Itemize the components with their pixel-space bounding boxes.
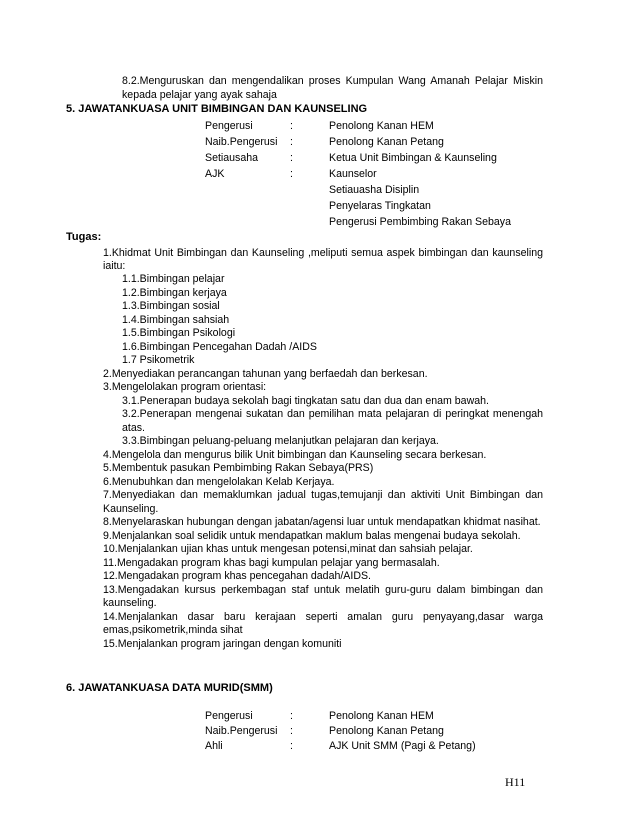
committee-role: Ahli [205, 740, 223, 752]
committee-role: Pengerusi [205, 120, 253, 132]
committee-sep: : [290, 152, 293, 164]
section-5-heading: 5. JAWATANKUASA UNIT BIMBINGAN DAN KAUNSELING [66, 103, 368, 115]
tugas-subitem: 1.4.Bimbingan sahsiah [122, 314, 230, 326]
tugas-item: kaunseling. [103, 597, 157, 609]
tugas-subitem: 1.3.Bimbingan sosial [122, 300, 220, 312]
tugas-item: 13.Mengadakan kursus perkembagan staf untuk melatih guru-guru dalam bimbingan dan [103, 584, 543, 596]
tugas-item: 5.Membentuk pasukan Pembimbing Rakan Sebaya(PRS) [103, 462, 374, 474]
committee-sep: : [290, 136, 293, 148]
tugas-item: 3.Mengelolakan program orientasi: [103, 381, 267, 393]
intro-line-2: kepada pelajar yang ayak sahaja [122, 89, 277, 101]
tugas-item: Kaunseling. [103, 503, 159, 515]
tugas-subitem: 3.3.Bimbingan peluang-peluang melanjutkan pelajaran dan kerjaya. [122, 435, 439, 447]
tugas-item: 9.Menjalankan soal selidik untuk mendapatkan maklum balas mengenai budaya sekolah. [103, 530, 521, 542]
committee-sep: : [290, 725, 293, 737]
committee-name: Kaunselor [329, 168, 377, 180]
section-6-heading: 6. JAWATANKUASA DATA MURID(SMM) [66, 682, 273, 694]
tugas-item: 8.Menyelaraskan hubungan dengan jabatan/agensi luar untuk mendapatkan khidmat nasihat. [103, 516, 541, 528]
committee-role: Naib.Pengerusi [205, 136, 278, 148]
committee-name: Ketua Unit Bimbingan & Kaunseling [329, 152, 497, 164]
tugas-item: 4.Mengelola dan mengurus bilik Unit bimbingan dan Kaunseling secara berkesan. [103, 449, 487, 461]
intro-line-1: 8.2.Menguruskan dan mengendalikan proses Kumpulan Wang Amanah Pelajar Miskin [122, 75, 543, 87]
committee-role: Naib.Pengerusi [205, 725, 278, 737]
committee-name: Penolong Kanan Petang [329, 725, 444, 737]
tugas-subitem: atas. [122, 422, 145, 434]
committee-name: Penolong Kanan HEM [329, 120, 434, 132]
tugas-item: 15.Menjalankan program jaringan dengan komuniti [103, 638, 342, 650]
tugas-subitem: 1.6.Bimbingan Pencegahan Dadah /AIDS [122, 341, 317, 353]
tugas-heading: Tugas: [66, 231, 102, 243]
tugas-subitem: 1.2.Bimbingan kerjaya [122, 287, 227, 299]
tugas-item: 1.Khidmat Unit Bimbingan dan Kaunseling ,meliputi semua aspek bimbingan dan kaunseling [103, 247, 543, 259]
tugas-item: 6.Menubuhkan dan mengelolakan Kelab Kerjaya. [103, 476, 335, 488]
tugas-subitem: 1.1.Bimbingan pelajar [122, 273, 225, 285]
tugas-subitem: 3.1.Penerapan budaya sekolah bagi tingkatan satu dan dua dan enam bawah. [122, 395, 489, 407]
committee-name: Penolong Kanan Petang [329, 136, 444, 148]
tugas-item: 10.Menjalankan ujian khas untuk mengesan potensi,minat dan sahsiah pelajar. [103, 543, 473, 555]
tugas-subitem: 1.7 Psikometrik [122, 354, 195, 366]
tugas-subitem: 3.2.Penerapan mengenai sukatan dan pemilihan mata pelajaran di peringkat menengah [122, 408, 543, 420]
committee-role: Setiausaha [205, 152, 259, 164]
committee-name: Setiauasha Disiplin [329, 184, 420, 196]
tugas-item: 11.Mengadakan program khas bagi kumpulan pelajar yang bermasalah. [103, 557, 440, 569]
page-number: H11 [505, 775, 526, 789]
committee-sep: : [290, 120, 293, 132]
committee-sep: : [290, 740, 293, 752]
committee-name: Penyelaras Tingkatan [329, 200, 431, 212]
committee-name: Penolong Kanan HEM [329, 710, 434, 722]
tugas-item: iaitu: [103, 260, 126, 272]
committee-name: Pengerusi Pembimbing Rakan Sebaya [329, 216, 511, 228]
committee-sep: : [290, 168, 293, 180]
tugas-item: 14.Menjalankan dasar baru kerajaan seperti amalan guru penyayang,dasar warga [103, 611, 543, 623]
tugas-item: 2.Menyediakan perancangan tahunan yang berfaedah dan berkesan. [103, 368, 428, 380]
tugas-item: 7.Menyediakan dan memaklumkan jadual tugas,temujanji dan aktiviti Unit Bimbingan dan [103, 489, 543, 501]
committee-sep: : [290, 710, 293, 722]
committee-role: Pengerusi [205, 710, 253, 722]
committee-name: AJK Unit SMM (Pagi & Petang) [329, 740, 476, 752]
tugas-subitem: 1.5.Bimbingan Psikologi [122, 327, 236, 339]
committee-role: AJK [205, 168, 225, 180]
tugas-item: 12.Mengadakan program khas pencegahan dadah/AIDS. [103, 570, 371, 582]
tugas-item: emas,psikometrik,minda sihat [103, 624, 243, 636]
